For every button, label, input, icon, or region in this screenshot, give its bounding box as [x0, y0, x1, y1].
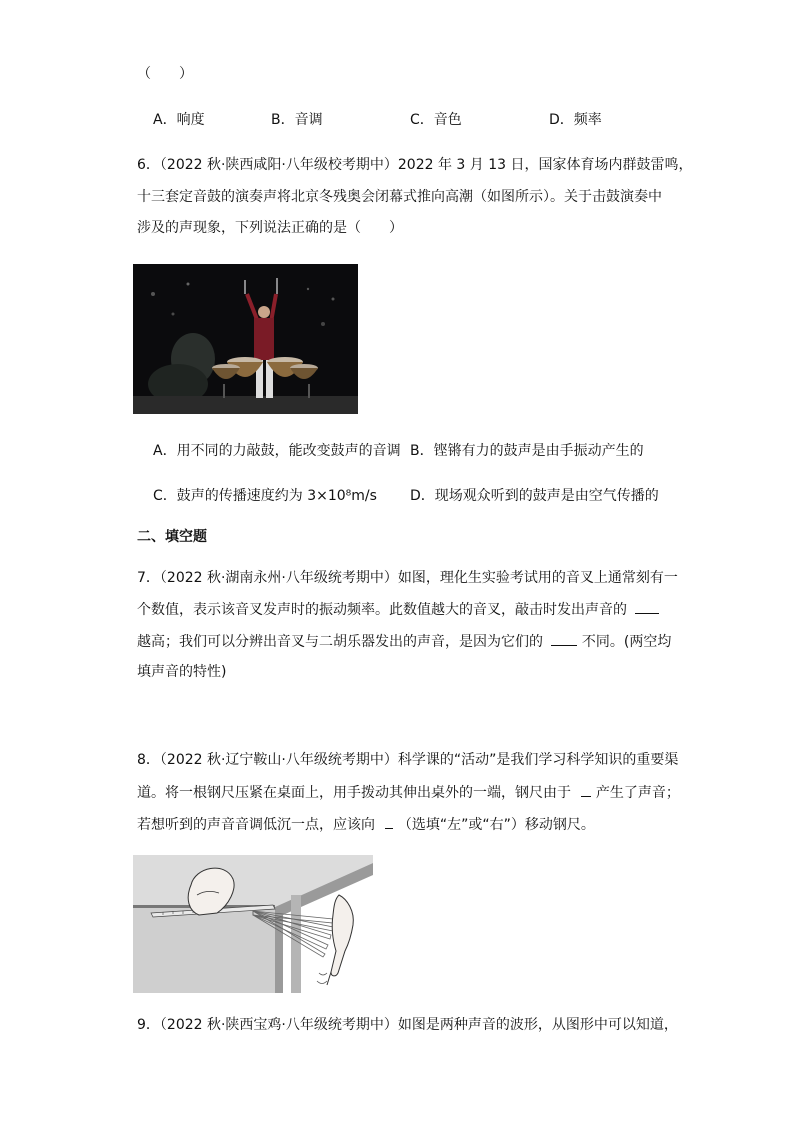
q7-line-2-text: 个数值，表示该音叉发声时的振动频率。此数值越大的音叉，敲击时发出声音的: [137, 602, 627, 618]
q8-blank-2[interactable]: [385, 814, 393, 829]
q8-line-2b-text: 产生了声音；: [595, 785, 680, 801]
q8-line-3a-text: 若想听到的声音音调低沉一点，应该向: [137, 817, 375, 833]
q6-option-b: B．铿锵有力的鼓声是由手振动产生的: [410, 443, 644, 459]
drum-performance-photo: [133, 264, 358, 414]
q6-line-1: 6．（2022 秋·陕西咸阳·八年级校考期中）2022 年 3 月 13 日，国家体育场内群鼓雷鸣，: [137, 157, 693, 173]
q9-line-1: 9．（2022 秋·陕西宝鸡·八年级统考期中）如图是两种声音的波形，从图形中可以知道，: [137, 1017, 678, 1033]
q6-option-a: A．用不同的力敲鼓，能改变鼓声的音调: [153, 443, 401, 459]
q7-line-2: [137, 599, 659, 620]
q7-line-1: 7．（2022 秋·湖南永州·八年级统考期中）如图，理化生实验考试用的音叉上通常刻有一: [137, 570, 678, 586]
q7-line-3a-text: 越高；我们可以分辨出音叉与二胡乐器发出的声音，是因为它们的: [137, 634, 543, 650]
q7-line-3b-text: 不同。(两空均: [581, 634, 672, 650]
q8-line-2: [137, 782, 680, 803]
q6-line-3: 涉及的声现象，下列说法正确的是（ ）: [137, 220, 403, 236]
q5-option-b: B．音调: [271, 112, 323, 128]
steel-ruler-illustration: [133, 855, 373, 993]
q8-line-3b-text: （选填“左”或“右”）移动钢尺。: [397, 817, 595, 833]
q5-paren: （ ）: [137, 66, 193, 82]
q6-option-d: D．现场观众听到的鼓声是由空气传播的: [410, 488, 659, 504]
q8-blank-1[interactable]: [581, 782, 591, 797]
q7-blank-2[interactable]: [551, 631, 577, 646]
section-title: 二、填空题: [137, 529, 207, 545]
q8-line-3: [137, 814, 595, 835]
q6-line-2: 十三套定音鼓的演奏声将北京冬残奥会闭幕式推向高潮（如图所示）。关于击鼓演奏中: [137, 189, 662, 205]
q7-line-4: 填声音的特性): [137, 664, 227, 680]
q5-option-d: D．频率: [549, 112, 602, 128]
q7-line-3: [137, 631, 671, 652]
q5-option-c: C．音色: [410, 112, 462, 128]
q8-line-2a-text: 道。将一根钢尺压紧在桌面上，用手拨动其伸出桌外的一端，钢尺由于: [137, 785, 571, 801]
q8-line-1: 8．（2022 秋·辽宁鞍山·八年级统考期中）科学课的“活动”是我们学习科学知识的重要渠: [137, 752, 679, 768]
q7-blank-1[interactable]: [635, 599, 659, 614]
q6-option-c: C．鼓声的传播速度约为 3×10⁸m/s: [153, 488, 377, 504]
q5-option-a: A．响度: [153, 112, 205, 128]
